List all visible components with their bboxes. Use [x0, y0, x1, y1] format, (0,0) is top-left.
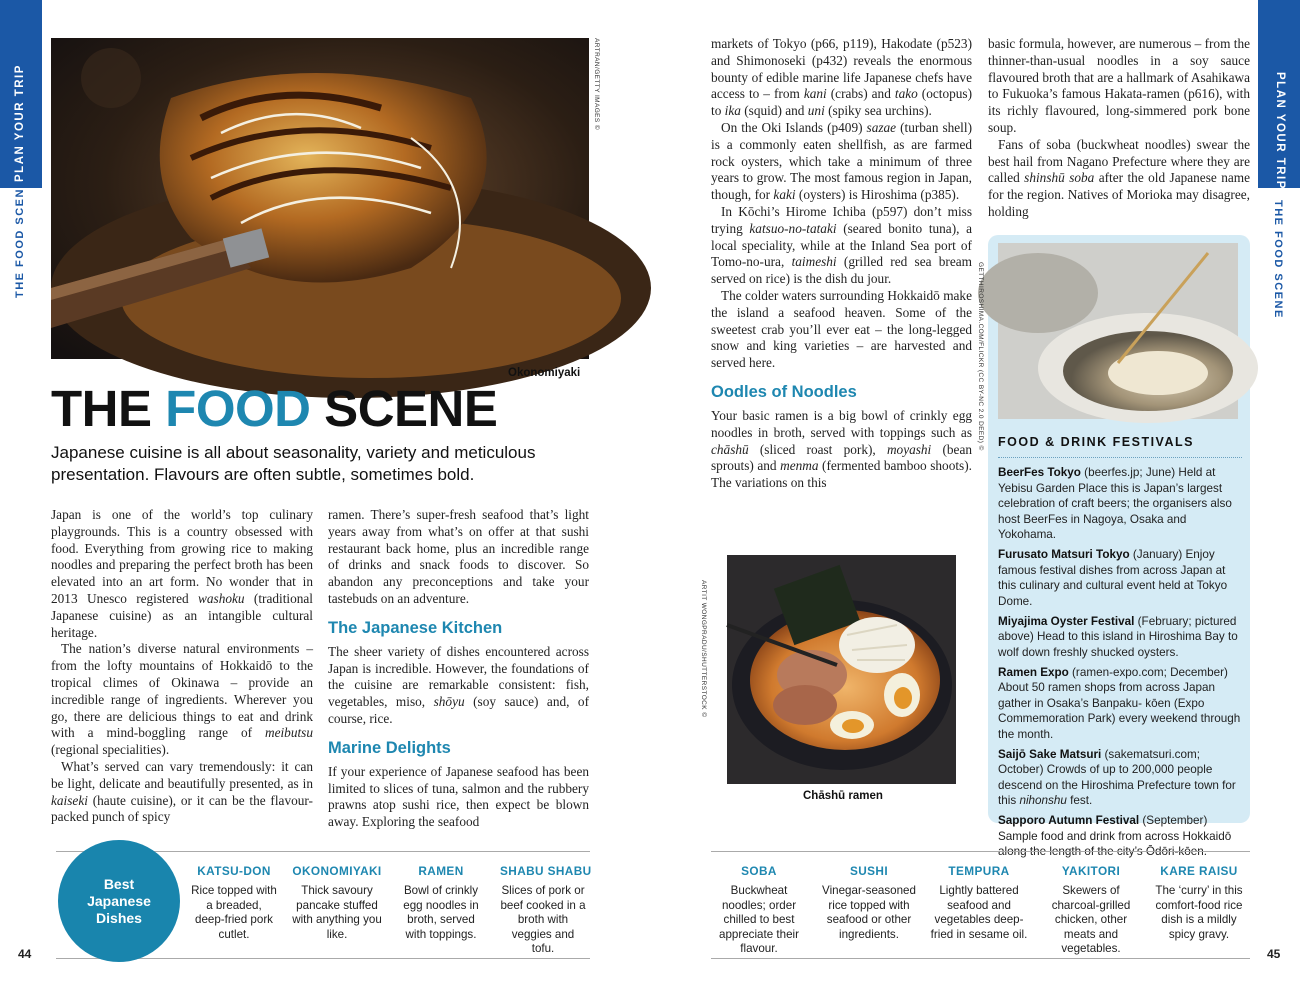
dish-ramen: RAMEN Bowl of crinkly egg noodles in broth, served with toppings. [403, 864, 479, 941]
heading-marine-delights: Marine Delights [328, 738, 451, 757]
photo-credit-okonomiyaki: ARTRAN/GETTY IMAGES © [593, 38, 600, 131]
paragraph: Your basic ramen is a big bowl of crinkly egg noodles in broth, served with toppings such as chāshū (sliced roast pork), moyashi (bean sprouts) and menma (fermented bamboo shoots). The variations on this [711, 407, 973, 491]
festivals-heading: FOOD & DRINK FESTIVALS [998, 435, 1194, 449]
right-column-2 [988, 36, 1250, 221]
paragraph: The sheer variety of dishes encountered across Japan is incredible. However, the foundations of the cuisine are remarkable consistent: fish, vegetables, miso, shōyu (soy sauce) and, of course, rice. [328, 643, 589, 726]
festival-item: Furusato Matsuri Tokyo (January) Enjoy famous festival dishes from across Japan at this culinary and cultural event held at Tokyo Dome. [998, 548, 1228, 608]
photo-credit-ramen: ARTIT WONGPRADU/SHUTTERSTOCK © [700, 580, 707, 718]
festival-item: Ramen Expo (ramen-expo.com; December) About 50 ramen shops from across Japan gather in Osaka’s Banpaku- kōen (Expo Commemoration Park) every weekend through the month. [998, 665, 1241, 741]
best-japanese-dishes-badge: Best Japanese Dishes [58, 840, 180, 962]
intro-text: Japanese cuisine is all about seasonality, variety and meticulous presentation. Flavours are often subtle, sometimes bold. [51, 443, 536, 484]
dish-kare-raisu: KARE RAISU The ‘curry’ in this comfort-food rice dish is a mildly spicy gravy. [1155, 864, 1243, 941]
page-number-left: 44 [18, 947, 32, 961]
festival-item: Saijō Sake Matsuri (sakematsuri.com; October) Crowds of up to 200,000 people descend on the Hiroshima Prefecture town for this nihonshu fest. [998, 747, 1236, 807]
page-title [51, 380, 498, 437]
dish-tempura: TEMPURA Lightly battered seafood and vegetables deep-fried in sesame oil. [930, 864, 1028, 941]
photo-credit-oyster: GETTHIROSHIMA.COM/FLICKR (CC BY-NC 2.0 DEED) © [977, 262, 984, 451]
festival-item: BeerFes Tokyo (beerfes.jp; June) Held at Yebisu Garden Place this is Japan’s largest celebration of craft beers; the organisers also host BeerFes in Nagoya, Osaka and Yokohama. [998, 466, 1232, 541]
dish-okonomiyaki: OKONOMIYAKI Thick savoury pancake stuffed with anything you like. [292, 864, 382, 941]
festival-divider [998, 457, 1242, 458]
paragraph: If your experience of Japanese seafood has been limited to slices of tuna, salmon and the rubbery prawns atop sushi rice, then expect be blown away. Exploring the seafood [328, 763, 589, 830]
paragraph: Fans of soba (buckwheat noodles) swear the best hail from Nagano Prefecture where they are called shinshū soba after the old Japanese name for the region. Natives of Morioka may disagree, holding [988, 136, 1250, 219]
dish-yakitori: YAKITORI Skewers of charcoal-grilled chicken, other meats and vegetables. [1051, 864, 1131, 955]
paragraph: The nation’s diverse natural environments – from the lofty mountains of Hokkaidō to the tropical climes of Okinawa – provide an incredible range of ingredients. Wherever you go, there are delicious things to eat and drink with a mind-boggling range of meibutsu (regional specialities). [51, 641, 313, 758]
food-drink-festivals-box [988, 235, 1250, 858]
title-part1: THE [51, 380, 152, 437]
festival-list [998, 465, 1242, 864]
dish-soba: SOBA Buckwheat noodles; order chilled to best appreciate their flavour. [719, 864, 799, 955]
paragraph: What’s served can vary tremendously: it can be light, delicate and beautifully presented, as in kaiseki (haute cuisine), or it can be the flavour-packed punch of spicy [51, 758, 313, 825]
paragraph: Japan is one of the world’s top culinary playgrounds. This is a country obsessed with food. Everything from growing rice to making noodles and preparing the perfect broth has been elevated into an art form. No wonder that in 2013 Unesco registered washoku (traditional Japanese cuisine) as an intangible cultural heritage. [51, 507, 313, 640]
title-part2: SCENE [324, 380, 498, 437]
best-dishes-bar-right [711, 851, 1250, 959]
section-tab-label-right: PLAN YOUR TRIP [1274, 72, 1286, 190]
paragraph: markets of Tokyo (p66, p119), Hakodate (p523) and Shimonoseki (p432) reveals the enormous bounty of edible marine life Japanese chefs have access to – from kani (crabs) and tako (octopus) to ika (squid) and uni (spiky sea urchins). [711, 36, 973, 119]
ramen-photo [727, 555, 956, 784]
festival-item: Miyajima Oyster Festival (February; pictured above) Head to this island in Hiroshima Bay to wolf down freshly shucked oysters. [998, 614, 1238, 659]
paragraph: On the Oki Islands (p409) sazae (turban shell) is a commonly eaten shellfish, as are farmed rock oysters, which take a minimum of three years to grow. The most famous region in Japan, though, for kaki (oysters) is Hiroshima (p385). [711, 119, 972, 203]
dish-sushi: SUSHI Vinegar-seasoned rice topped with seafood or other ingredients. [822, 864, 916, 941]
festival-item: Sapporo Autumn Festival (September) Sample food and drink from across Hokkaidō along the length of the city’s Ōdōri-kōen. [998, 814, 1232, 858]
right-column-1 [711, 36, 972, 492]
heading-japanese-kitchen: The Japanese Kitchen [328, 618, 503, 637]
dish-katsu-don: KATSU-DON Rice topped with a breaded, deep-fried pork cutlet. [191, 864, 277, 941]
chapter-tab-label-right: THE FOOD SCENE [1272, 200, 1284, 319]
section-tab-label-left: PLAN YOUR TRIP [14, 64, 26, 182]
title-highlight: FOOD [165, 380, 311, 437]
heading-oodles-of-noodles: Oodles of Noodles [711, 382, 857, 401]
oyster-photo [998, 243, 1238, 419]
page-number-right: 45 [1267, 947, 1281, 961]
left-column-1 [51, 507, 313, 826]
dish-shabu-shabu: SHABU SHABU Slices of pork or beef cooked in a broth with veggies and tofu. [500, 864, 592, 955]
ramen-caption: Chāshū ramen [803, 790, 883, 802]
left-column-2 [328, 507, 589, 831]
paragraph: basic formula, however, are numerous – from the thinner-than-usual noodles in a soy sauce flavoured broth that are a hallmark of Asahikawa to Fukuoka’s famous Hakata-ramen (p616), with its richly flavoured, long-simmered pork bone soup. [988, 36, 1250, 135]
paragraph: In Kōchi’s Hirome Ichiba (p597) don’t miss trying katsuo-no-tataki (seared bonito tuna), a local speciality, while at the Inland Sea port of Tomo-no-ura, taimeshi (grilled red sea bream served on rice) is the dish du jour. [711, 203, 972, 287]
paragraph: The colder waters surrounding Hokkaidō make the island a seafood heaven. Some of the sweetest crab you’ll ever eat – the long-legged snow and king varieties – are harvested and served here. [711, 287, 972, 371]
okonomiyaki-photo [51, 38, 589, 359]
chapter-tab-label-left: THE FOOD SCENE [14, 179, 26, 298]
okonomiyaki-caption: Okonomiyaki [508, 367, 581, 379]
paragraph: ramen. There’s super-fresh seafood that’s light years away from what’s on offer at that sushi restaurant back home, plus an incredible range of drinks and snack foods to discover. So abandon any preconceptions and take your tastebuds on an adventure. [328, 507, 589, 606]
